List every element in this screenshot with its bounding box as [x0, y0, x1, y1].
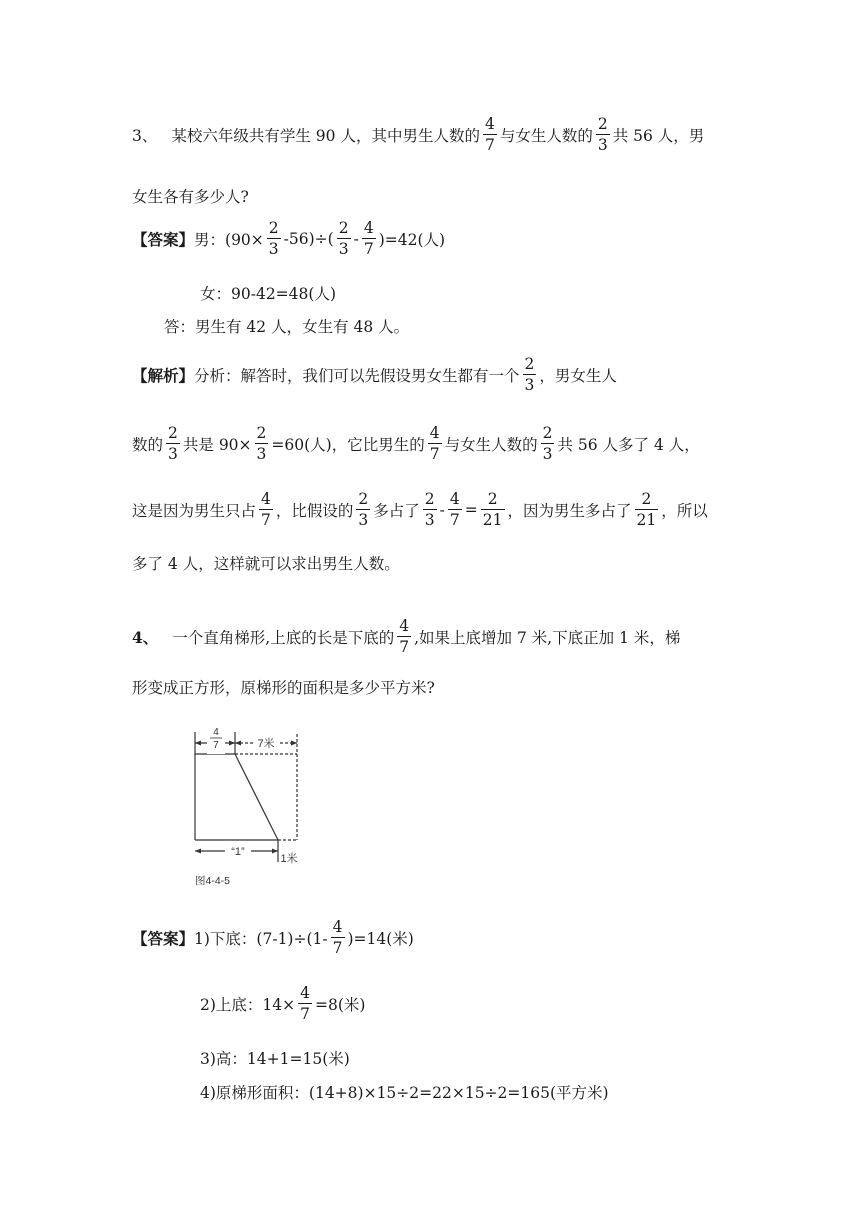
fig-label-top-right: 7米 [257, 738, 275, 750]
fraction-2-21: $\frac{2}{21}$ [482, 490, 503, 530]
analysis-tag: 【解析】 [132, 365, 195, 385]
fig-label-bottom-right: 1米 [280, 853, 298, 865]
q3-answer-line1: 【答案】男：(90× $\frac{2}{3}$ -56)÷( $\frac{2}{3}$ - $\frac{4}{7}$ )=42(人) [132, 219, 446, 259]
fraction-2-21: $\frac{2}{21}$ [636, 490, 657, 530]
fig-label-fraction-den: 7 [213, 740, 219, 751]
fraction-4-7: $\frac{4}{7}$ [429, 424, 440, 464]
q4-answer-line1: 【答案】1)下底：(7-1)÷(1- $\frac{4}{7}$ )=14(米) [132, 918, 414, 958]
fraction-4-7: $\frac{4}{7}$ [363, 219, 374, 259]
q3-analysis-line4: 多了 4 人，这样就可以求出男生人数。 [132, 555, 400, 573]
fraction-2-3: $\frac{2}{3}$ [268, 219, 279, 259]
q3-number: 3、 [132, 126, 158, 145]
fraction-2-3: $\frac{2}{3}$ [168, 424, 178, 464]
q4-answer-line3: 3)高：14+1=15(米) [200, 1050, 350, 1068]
q3-text-b: 与女生人数的 [499, 126, 593, 145]
q3-analysis-line1: 【解析】分析：解答时，我们可以先假设男女生都有一个 $\frac{2}{3}$ ，男女生人 [132, 355, 617, 395]
q4-answer-line2: 2)上底：14× $\frac{4}{7}$ =8(米) [200, 984, 366, 1024]
q3-analysis-line3: 这是因为男生只占 $\frac{4}{7}$ ，比假设的 $\frac{2}{3}$ 多占了 $\frac{2}{3}$ - $\frac{4}{7}$ = $\frac{2}{21}$ ，因为男生多占了 $\frac{2}{21}$ ，所以 [132, 490, 708, 530]
fraction-2-3: $\frac{2}{3}$ [542, 424, 553, 464]
fraction-4-7: $\frac{4}{7}$ [261, 490, 271, 530]
answer-tag: 【答案】 [132, 229, 195, 249]
fraction-4-7: $\frac{4}{7}$ [484, 115, 495, 155]
q3-line1 [132, 116, 704, 154]
q3-text-c: 共 56 人，男 [612, 126, 705, 145]
answer-tag: 【答案】 [132, 928, 195, 948]
q4-line1: 4、 一个直角梯形,上底的长是下底的 $\frac{4}{7}$ ,如果上底增加 7 米,下底正加 1 米，梯 [132, 617, 681, 657]
fraction-4-7: $\frac{4}{7}$ [300, 984, 310, 1024]
fig-caption: 图4-4-5 [195, 875, 231, 887]
q4-line2: 形变成正方形，原梯形的面积是多少平方米? [132, 679, 435, 697]
fraction-2-3: $\frac{2}{3}$ [424, 490, 435, 530]
q3-analysis-line2: 数的 $\frac{2}{3}$ 共是 90× $\frac{2}{3}$ =60(人)，它比男生的 $\frac{4}{7}$ 与女生人数的 $\frac{2}{3}$ 共 56 人多了 4 人， [132, 424, 700, 464]
fraction-2-3: $\frac{2}{3}$ [256, 424, 267, 464]
q3-text-a: 某校六年级共有学生 90 人，其中男生人数的 [171, 126, 480, 145]
fraction-2-3: $\frac{2}{3}$ [597, 115, 608, 155]
q4-number: 4、 [132, 627, 159, 647]
fraction-4-7: $\frac{4}{7}$ [449, 490, 460, 530]
q3-answer-line2: 女：90-42=48(人) [200, 285, 336, 303]
fig-label-bottom: “1” [231, 846, 245, 858]
trapezoid-figure [185, 722, 315, 892]
fraction-4-7: $\frac{4}{7}$ [399, 617, 410, 657]
q3-line2: 女生各有多少人? [132, 188, 249, 206]
q3-answer-line3: 答：男生有 42 人，女生有 48 人。 [164, 318, 410, 336]
fig-label-fraction-num: 4 [213, 727, 219, 738]
fraction-2-3: $\frac{2}{3}$ [338, 219, 349, 259]
fraction-2-3: $\frac{2}{3}$ [524, 355, 535, 395]
fraction-2-3: $\frac{2}{3}$ [358, 490, 369, 530]
fraction-4-7: $\frac{4}{7}$ [332, 918, 343, 958]
q4-answer-line4: 4)原梯形面积：(14+8)×15÷2=22×15÷2=165(平方米) [200, 1084, 609, 1102]
